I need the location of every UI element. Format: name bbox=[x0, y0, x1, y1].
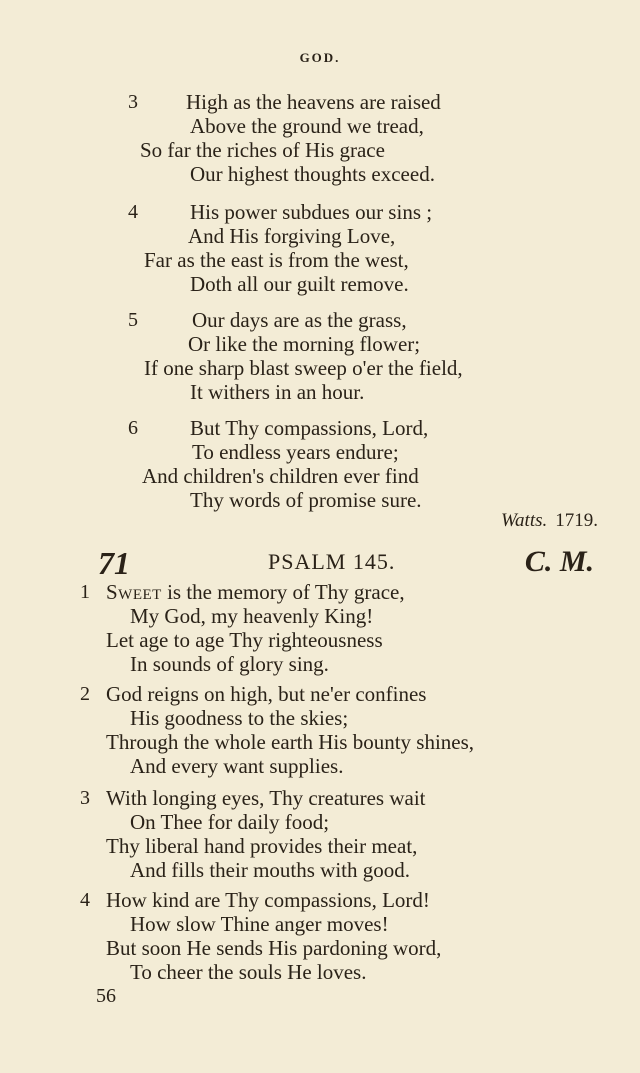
stanza-number: 4 bbox=[80, 889, 90, 911]
page-number: 56 bbox=[96, 985, 116, 1007]
verse-line: To cheer the souls He loves. bbox=[130, 960, 367, 984]
hymn-heading bbox=[0, 545, 640, 581]
verse-line: In sounds of glory sing. bbox=[130, 652, 329, 676]
verse-line: On Thee for daily food; bbox=[130, 810, 330, 834]
hymn-title: PSALM 145. bbox=[268, 549, 396, 574]
verse-line: With longing eyes, Thy creatures wait bbox=[106, 786, 426, 810]
stanza-number: 3 bbox=[128, 91, 138, 113]
drop-word: Sweet bbox=[106, 580, 162, 604]
verse-line: God reigns on high, but ne'er confines bbox=[106, 682, 427, 706]
verse-line: High as the heavens are raised bbox=[186, 90, 441, 114]
hymn-meter: C. M. bbox=[524, 545, 594, 578]
verse-line bbox=[106, 580, 405, 604]
stanza-number: 3 bbox=[80, 787, 90, 809]
stanza-number: 2 bbox=[80, 683, 90, 705]
verse-line: Thy words of promise sure. bbox=[190, 488, 422, 512]
verse-line: Far as the east is from the west, bbox=[144, 248, 409, 272]
year: 1719. bbox=[555, 510, 598, 531]
verse-line: Our highest thoughts exceed. bbox=[190, 162, 435, 186]
verse-line-rest: is the memory of Thy grace, bbox=[161, 580, 405, 604]
stanza-number: 6 bbox=[128, 417, 138, 439]
verse-line: Above the ground we tread, bbox=[190, 114, 424, 138]
verse-line: His power subdues our sins ; bbox=[190, 200, 433, 224]
verse-line: To endless years endure; bbox=[192, 440, 399, 464]
verse-line: How kind are Thy compassions, Lord! bbox=[106, 888, 430, 912]
verse-line: And every want supplies. bbox=[130, 754, 344, 778]
stanza-number: 5 bbox=[128, 309, 138, 331]
attribution bbox=[501, 510, 598, 532]
verse-line: It withers in an hour. bbox=[190, 380, 365, 404]
verse-line: So far the riches of His grace bbox=[140, 138, 385, 162]
running-head: GOD. bbox=[299, 50, 341, 65]
verse-line: My God, my heavenly King! bbox=[130, 604, 374, 628]
verse-line: Doth all our guilt remove. bbox=[190, 272, 409, 296]
verse-line: Or like the morning flower; bbox=[188, 332, 421, 356]
verse-line: Let age to age Thy righteousness bbox=[106, 628, 383, 652]
verse-line: And His forgiving Love, bbox=[188, 224, 396, 248]
hymn-number: 71 bbox=[98, 545, 130, 581]
verse-line: But soon He sends His pardoning word, bbox=[106, 936, 442, 960]
verse-line: And children's children ever find bbox=[142, 464, 419, 488]
verse-line: Our days are as the grass, bbox=[192, 308, 407, 332]
verse-line: How slow Thine anger moves! bbox=[130, 912, 389, 936]
verse-line: His goodness to the skies; bbox=[130, 706, 349, 730]
verse-line: If one sharp blast sweep o'er the field, bbox=[144, 356, 463, 380]
author-name: Watts. bbox=[500, 510, 548, 531]
verse-line: Thy liberal hand provides their meat, bbox=[106, 834, 418, 858]
stanza-number: 4 bbox=[128, 201, 138, 223]
verse-line: And fills their mouths with good. bbox=[130, 858, 410, 882]
verse-line: Through the whole earth His bounty shines, bbox=[106, 730, 475, 754]
stanza-number: 1 bbox=[80, 581, 90, 603]
verse-line: But Thy compassions, Lord, bbox=[190, 416, 429, 440]
